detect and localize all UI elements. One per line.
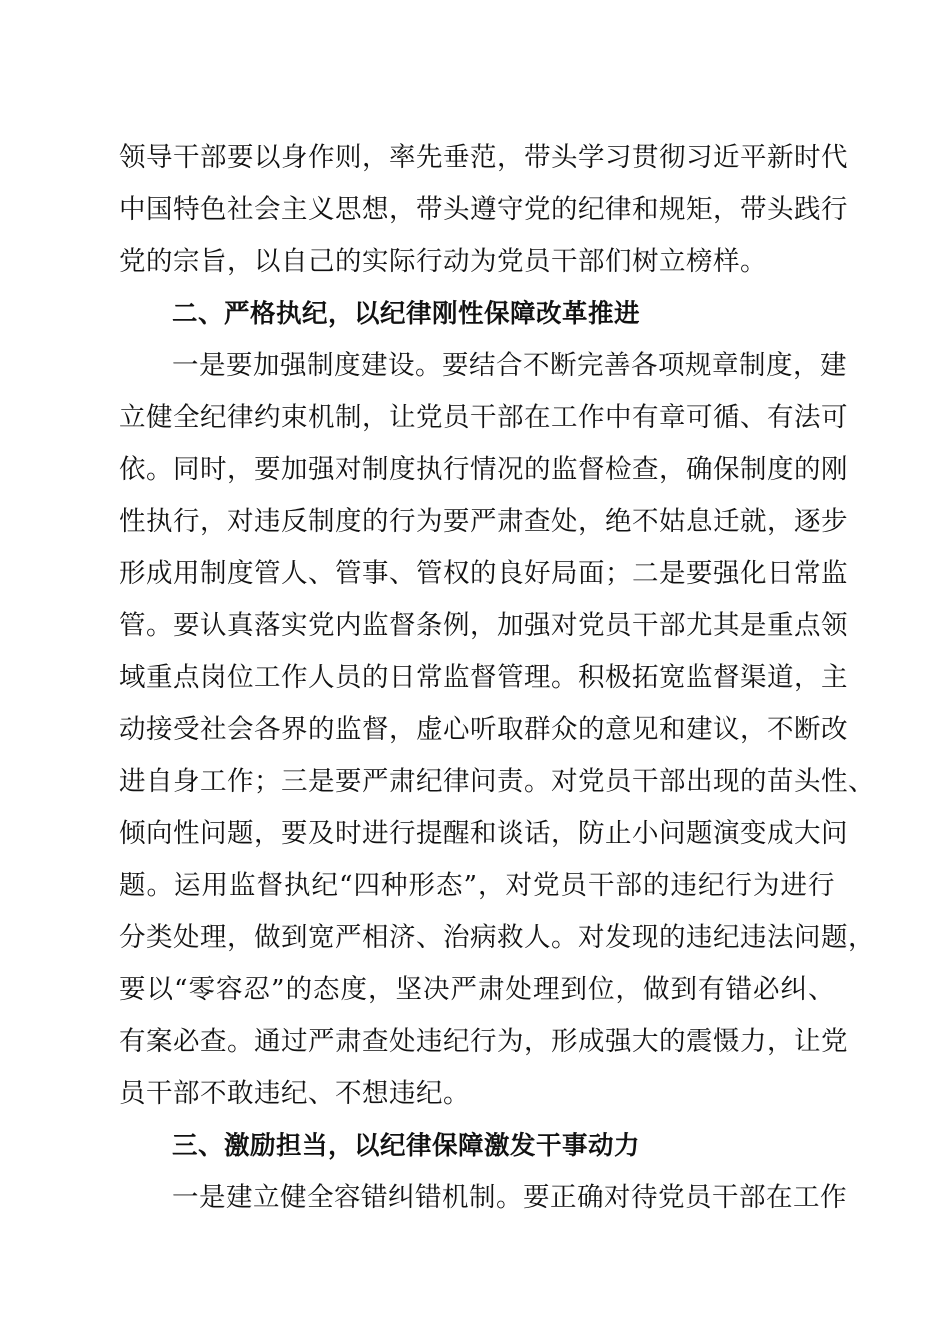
paragraph-line: 分类处理，做到宽严相济、治病救人。对发现的违纪违法问题， (119, 922, 875, 953)
paragraph-line: 一是要加强制度建设。要结合不断完善各项规章制度，建 (172, 350, 847, 381)
paragraph-line: 党的宗旨，以自己的实际行动为党员干部们树立榜样。 (119, 246, 767, 277)
paragraph-3 (119, 1172, 847, 1224)
paragraph-line: 要以“零容忍”的态度，坚决严肃处理到位，做到有错必纠、 (119, 974, 835, 1005)
paragraph-line: 倾向性问题，要及时进行提醒和谈话，防止小问题演变成大问 (119, 818, 848, 849)
paragraph-line: 立健全纪律约束机制，让党员干部在工作中有章可循、有法可 (119, 402, 848, 433)
section-heading-3: 三、激励担当，以纪律保障激发干事动力 (172, 1131, 641, 1161)
paragraph-line: 领导干部要以身作则，率先垂范，带头学习贯彻习近平新时代 (119, 142, 848, 173)
paragraph-line: 动接受社会各界的监督，虚心听取群众的意见和建议，不断改 (119, 714, 848, 745)
paragraph-line: 题。运用监督执纪“四种形态”，对党员干部的违纪行为进行 (119, 870, 835, 901)
document-body (119, 132, 875, 1224)
paragraph-line: 有案必查。通过严肃查处违纪行为，形成强大的震慑力，让党 (119, 1026, 848, 1057)
paragraph-2 (119, 340, 875, 1120)
paragraph-line: 性执行，对违反制度的行为要严肃查处，绝不姑息迁就，逐步 (119, 506, 848, 537)
paragraph-line: 一是建立健全容错纠错机制。要正确对待党员干部在工作 (172, 1182, 847, 1213)
paragraph-line: 形成用制度管人、管事、管权的良好局面；二是要强化日常监 (119, 558, 848, 589)
section-heading-2: 二、严格执纪，以纪律刚性保障改革推进 (172, 299, 641, 329)
paragraph-line: 中国特色社会主义思想，带头遵守党的纪律和规矩，带头践行 (119, 194, 848, 225)
paragraph-line: 进自身工作；三是要严肃纪律问责。对党员干部出现的苗头性、 (119, 766, 875, 797)
paragraph-line: 依。同时，要加强对制度执行情况的监督检查，确保制度的刚 (119, 454, 848, 485)
paragraph-line: 域重点岗位工作人员的日常监督管理。积极拓宽监督渠道，主 (119, 662, 848, 693)
paragraph-line: 管。要认真落实党内监督条例，加强对党员干部尤其是重点领 (119, 610, 848, 641)
paragraph-1 (119, 132, 848, 288)
paragraph-line: 员干部不敢违纪、不想违纪。 (119, 1078, 470, 1109)
